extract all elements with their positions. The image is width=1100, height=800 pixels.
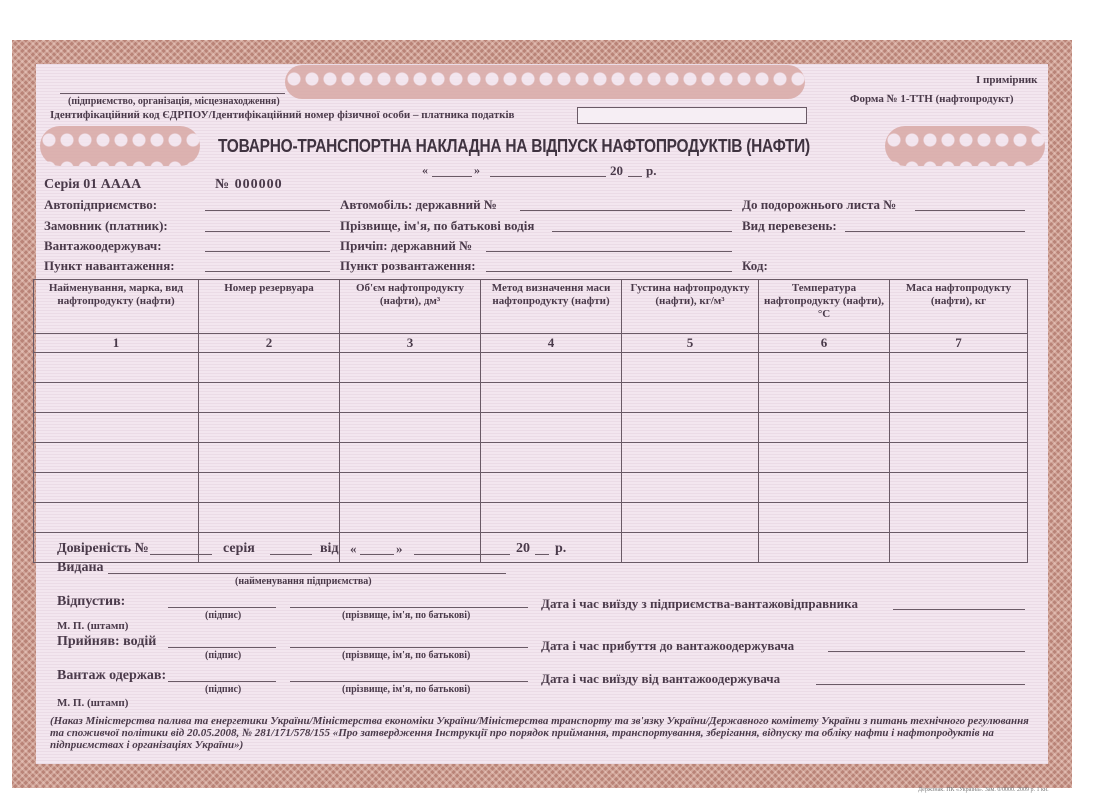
column-header: Маса нафтопродукту (нафти), кг	[890, 280, 1028, 334]
table-cell[interactable]	[34, 503, 199, 533]
table-row	[34, 533, 1028, 563]
field-label-waybill-number: До подорожнього листа №	[742, 197, 897, 212]
arrival-datetime-label: Дата і час прибуття до вантажоодержувача	[541, 638, 795, 653]
form-number: Форма № 1-ТТН (нафтопродукт)	[850, 93, 1014, 105]
date-year-suffix: р.	[646, 163, 657, 178]
date-close-quote: »	[474, 163, 480, 177]
field-waybill-number[interactable]	[915, 210, 1025, 211]
departure-datetime-field[interactable]	[893, 609, 1025, 610]
table-cell[interactable]	[481, 503, 622, 533]
column-header: Метод визначення маси нафтопродукту (нафти)	[481, 280, 622, 334]
field-motor-company[interactable]	[205, 210, 330, 211]
stamp-label: М. П. (штамп)	[57, 697, 129, 709]
table-row	[34, 383, 1028, 413]
receiver-name-field[interactable]	[290, 681, 528, 682]
driver-name-field[interactable]	[290, 647, 528, 648]
table-cell[interactable]	[759, 533, 890, 563]
table-cell[interactable]	[759, 383, 890, 413]
column-number: 5	[622, 334, 759, 353]
table-cell[interactable]	[34, 383, 199, 413]
table-cell[interactable]	[622, 413, 759, 443]
column-number: 1	[34, 334, 199, 353]
page-title: ТОВАРНО-ТРАНСПОРТНА НАКЛАДНА НА ВІДПУСК НАФТОПРОДУКТІВ (НАФТИ)	[218, 136, 810, 156]
document-number: № 000000	[215, 177, 283, 192]
field-label-vehicle-number: Автомобіль: державний №	[340, 197, 497, 212]
table-row	[34, 353, 1028, 383]
receiver-signature-field[interactable]	[168, 681, 276, 682]
column-number: 6	[759, 334, 890, 353]
table-cell[interactable]	[759, 413, 890, 443]
table-row	[34, 443, 1028, 473]
table-cell[interactable]	[199, 383, 340, 413]
id-code-field[interactable]	[577, 107, 807, 124]
table-cell[interactable]	[199, 413, 340, 443]
column-number: 7	[890, 334, 1028, 353]
table-cell[interactable]	[759, 503, 890, 533]
table-cell[interactable]	[481, 473, 622, 503]
table-cell[interactable]	[890, 473, 1028, 503]
departure-datetime-label: Дата і час виїзду з підприємства-вантажовідправника	[541, 596, 858, 611]
printer-note: Держзнак. ПК «Україна». Зам. 0/0000. 2009 р. 1 кн.	[918, 787, 1049, 793]
column-header: Густина нафтопродукту (нафти), кг/м³	[622, 280, 759, 334]
field-label-code: Код:	[742, 258, 768, 273]
table-cell[interactable]	[340, 383, 481, 413]
table-cell[interactable]	[340, 353, 481, 383]
ornament-right-title	[885, 126, 1045, 166]
table-row	[34, 503, 1028, 533]
enterprise-caption: (підприємство, організація, місцезнаходження)	[68, 96, 280, 107]
accepted-driver-label: Прийняв: водій	[57, 634, 157, 649]
field-label-trailer-number: Причіп: державний №	[340, 238, 473, 253]
proxy-series-field[interactable]	[270, 554, 312, 555]
table-cell[interactable]	[481, 533, 622, 563]
proxy-open-quote: «	[350, 541, 357, 556]
table-cell[interactable]	[890, 353, 1028, 383]
proxy-from-label: від	[320, 541, 339, 556]
issued-label: Видана	[57, 560, 104, 575]
table-cell[interactable]	[340, 533, 481, 563]
table-cell[interactable]	[340, 473, 481, 503]
field-label-loading-point: Пункт навантаження:	[44, 258, 175, 273]
released-by-name-field[interactable]	[290, 607, 528, 608]
column-header: Найменування, марка, вид нафтопродукту (нафти)	[34, 280, 199, 334]
field-vehicle-number[interactable]	[520, 210, 732, 211]
table-cell[interactable]	[199, 353, 340, 383]
field-consignee[interactable]	[205, 251, 330, 252]
table-cell[interactable]	[34, 353, 199, 383]
table-cell[interactable]	[890, 503, 1028, 533]
table-cell[interactable]	[890, 413, 1028, 443]
table-cell[interactable]	[622, 533, 759, 563]
name-caption: (прізвище, ім'я, по батькові)	[342, 610, 471, 621]
table-cell[interactable]	[759, 473, 890, 503]
field-label-unloading-point: Пункт розвантаження:	[340, 258, 476, 273]
proxy-year-field[interactable]	[535, 554, 549, 555]
ornament-top-band	[285, 65, 805, 99]
date-month-field[interactable]	[490, 176, 606, 177]
table-cell[interactable]	[481, 443, 622, 473]
arrival-datetime-field[interactable]	[828, 651, 1025, 652]
proxy-day-field[interactable]	[360, 554, 394, 555]
column-header: Температура нафтопродукту (нафти), °С	[759, 280, 890, 334]
proxy-year-suffix: р.	[555, 541, 567, 556]
proxy-number-field[interactable]	[150, 554, 212, 555]
date-day-field[interactable]	[432, 176, 472, 177]
table-cell[interactable]	[34, 413, 199, 443]
field-label-consignee: Вантажоодержувач:	[44, 238, 162, 253]
table-cell[interactable]	[340, 413, 481, 443]
proxy-year-prefix: 20	[516, 541, 530, 556]
copy-label: I примірник	[976, 74, 1038, 86]
proxy-series-label: серія	[223, 541, 255, 556]
table-cell[interactable]	[622, 443, 759, 473]
date-year-prefix: 20	[610, 163, 623, 178]
proxy-close-quote: »	[396, 541, 403, 556]
field-trailer-number[interactable]	[486, 251, 732, 252]
proxy-label: Довіреність №	[57, 541, 149, 556]
column-header: Об'єм нафтопродукту (нафти), дм³	[340, 280, 481, 334]
products-table	[33, 279, 1028, 563]
column-numbers-row	[34, 334, 1028, 353]
table-cell[interactable]	[34, 473, 199, 503]
table-cell[interactable]	[759, 443, 890, 473]
field-label-customer: Замовник (платник):	[44, 218, 168, 233]
table-header-row	[34, 280, 1028, 334]
enterprise-line[interactable]	[60, 93, 285, 94]
field-transport-type[interactable]	[845, 231, 1025, 232]
table-cell[interactable]	[622, 353, 759, 383]
field-label-motor-company: Автопідприємство:	[44, 197, 158, 212]
issued-field[interactable]	[108, 573, 506, 574]
exit-datetime-field[interactable]	[816, 684, 1025, 685]
table-row	[34, 473, 1028, 503]
proxy-month-field[interactable]	[414, 554, 510, 555]
ornament-left-title	[40, 126, 200, 166]
field-label-transport-type: Вид перевезень:	[742, 218, 837, 233]
exit-datetime-label: Дата і час виїзду від вантажоодержувача	[541, 671, 781, 686]
released-by-label: Відпустив:	[57, 594, 126, 609]
table-cell[interactable]	[199, 443, 340, 473]
table-cell[interactable]	[340, 443, 481, 473]
field-customer[interactable]	[205, 231, 330, 232]
signature-caption: (підпис)	[205, 684, 242, 695]
table-cell[interactable]	[199, 473, 340, 503]
table-cell[interactable]	[199, 503, 340, 533]
cargo-received-label: Вантаж одержав:	[57, 668, 167, 683]
released-by-signature-field[interactable]	[168, 607, 276, 608]
table-cell[interactable]	[340, 503, 481, 533]
field-driver-name[interactable]	[552, 231, 732, 232]
legal-footnote: (Наказ Міністерства палива та енергетики України/Міністерства економіки України/Міністерства транспорту та зв'язку України/Державного комітету України з питань технічного регулювання та споживчої політики від 20.05.2008, № 281/171/578/155 «Про затвердження Інструкції про порядок приймання, транспортування, зберігання, відпуску та обліку нафти і нафтопродуктів на підприємствах і організаціях України»)	[50, 715, 1029, 751]
date-year-field[interactable]	[628, 176, 642, 177]
series: Серія 01 АААА	[44, 177, 142, 192]
date-open-quote: «	[422, 163, 428, 177]
table-cell[interactable]	[481, 353, 622, 383]
driver-signature-field[interactable]	[168, 647, 276, 648]
column-header: Номер резервуара	[199, 280, 340, 334]
field-label-driver-name: Прізвище, ім'я, по батькові водія	[340, 218, 535, 233]
table-cell[interactable]	[759, 353, 890, 383]
table-cell[interactable]	[890, 533, 1028, 563]
table-cell[interactable]	[622, 383, 759, 413]
table-cell[interactable]	[622, 473, 759, 503]
column-number: 3	[340, 334, 481, 353]
field-loading-point[interactable]	[205, 271, 330, 272]
column-number: 4	[481, 334, 622, 353]
column-number: 2	[199, 334, 340, 353]
name-caption: (прізвище, ім'я, по батькові)	[342, 650, 471, 661]
table-cell[interactable]	[481, 413, 622, 443]
table-cell[interactable]	[34, 443, 199, 473]
name-caption: (прізвище, ім'я, по батькові)	[342, 684, 471, 695]
stamp-label: М. П. (штамп)	[57, 620, 129, 632]
table-row	[34, 413, 1028, 443]
table-cell[interactable]	[890, 383, 1028, 413]
table-cell[interactable]	[481, 383, 622, 413]
issued-caption: (найменування підприємства)	[235, 576, 372, 587]
signature-caption: (підпис)	[205, 650, 242, 661]
signature-caption: (підпис)	[205, 610, 242, 621]
id-code-label: Ідентифікаційний код ЄДРПОУ/Ідентифікаційний номер фізичної особи – платника податків	[50, 109, 515, 121]
table-cell[interactable]	[622, 503, 759, 533]
field-unloading-point[interactable]	[486, 271, 732, 272]
table-cell[interactable]	[890, 443, 1028, 473]
table-cell[interactable]	[199, 533, 340, 563]
